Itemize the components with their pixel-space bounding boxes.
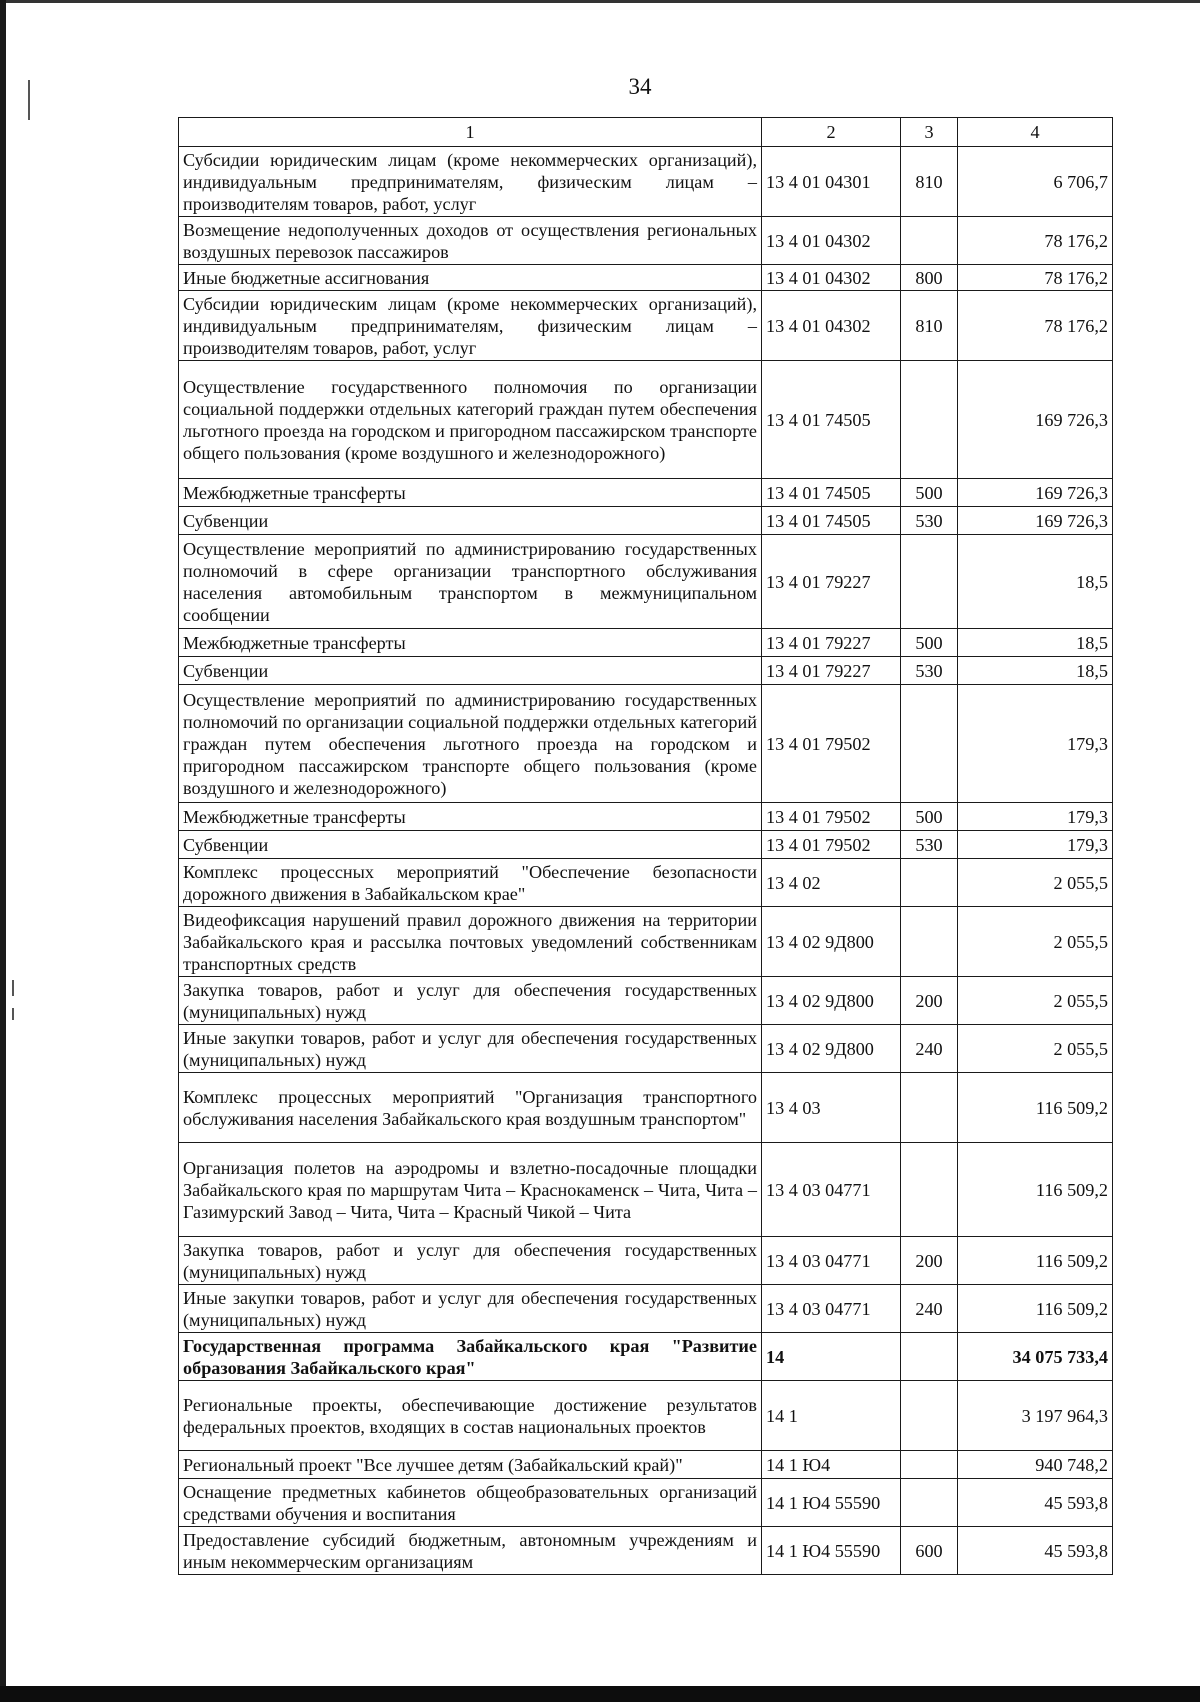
row-kind: 810 — [901, 147, 958, 217]
row-name: Предоставление субсидий бюджетным, автономным учреждениям и иным некоммерческим организациям — [179, 1527, 762, 1575]
row-kind — [901, 1073, 958, 1143]
row-name: Комплекс процессных мероприятий "Организация транспортного обслуживания населения Забайкальского края воздушным транспортом" — [179, 1073, 762, 1143]
row-kind — [901, 1381, 958, 1451]
row-kind — [901, 217, 958, 265]
row-code: 13 4 01 04301 — [762, 147, 901, 217]
row-amount: 18,5 — [958, 657, 1113, 685]
row-name: Субвенции — [179, 507, 762, 535]
table-row — [179, 629, 1113, 657]
row-code: 13 4 02 9Д800 — [762, 907, 901, 977]
row-code: 13 4 01 04302 — [762, 291, 901, 361]
table-row — [179, 907, 1113, 977]
row-amount: 45 593,8 — [958, 1527, 1113, 1575]
row-name: Субвенции — [179, 831, 762, 859]
row-kind — [901, 1333, 958, 1381]
row-name: Видеофиксация нарушений правил дорожного движения на территории Забайкальского края и рассылка почтовых уведомлений собственникам транспортных средств — [179, 907, 762, 977]
table-row — [179, 1237, 1113, 1285]
scan-mark — [12, 980, 14, 996]
column-header-amount: 4 — [958, 118, 1113, 147]
row-kind: 500 — [901, 629, 958, 657]
row-kind — [901, 859, 958, 907]
row-code: 13 4 01 04302 — [762, 265, 901, 291]
row-code: 14 1 Ю4 55590 — [762, 1479, 901, 1527]
row-amount: 34 075 733,4 — [958, 1333, 1113, 1381]
table-row — [179, 685, 1113, 803]
column-header-name: 1 — [179, 118, 762, 147]
table-row — [179, 1143, 1113, 1237]
row-kind — [901, 361, 958, 479]
row-name: Комплекс процессных мероприятий "Обеспечение безопасности дорожного движения в Забайкальском крае" — [179, 859, 762, 907]
row-name: Иные закупки товаров, работ и услуг для обеспечения государственных (муниципальных) нужд — [179, 1285, 762, 1333]
row-kind: 240 — [901, 1285, 958, 1333]
row-name: Субвенции — [179, 657, 762, 685]
row-code: 13 4 03 04771 — [762, 1285, 901, 1333]
row-amount: 78 176,2 — [958, 291, 1113, 361]
table-row — [179, 217, 1113, 265]
row-amount: 18,5 — [958, 629, 1113, 657]
row-code: 14 1 Ю4 — [762, 1451, 901, 1479]
table-row — [179, 1073, 1113, 1143]
scan-bottom-edge — [0, 1686, 1200, 1702]
table-row — [179, 657, 1113, 685]
row-kind: 240 — [901, 1025, 958, 1073]
row-amount: 78 176,2 — [958, 217, 1113, 265]
row-code: 13 4 01 79227 — [762, 535, 901, 629]
row-code: 13 4 01 74505 — [762, 361, 901, 479]
row-kind — [901, 1451, 958, 1479]
row-name: Субсидии юридическим лицам (кроме некоммерческих организаций), индивидуальным предпринимателям, физическим лицам – производителям товаров, работ, услуг — [179, 291, 762, 361]
row-code: 13 4 01 79502 — [762, 803, 901, 831]
table-row — [179, 859, 1113, 907]
row-kind: 530 — [901, 657, 958, 685]
scan-mark — [12, 1008, 14, 1020]
row-code: 13 4 02 — [762, 859, 901, 907]
row-code: 14 1 Ю4 55590 — [762, 1527, 901, 1575]
row-name: Иные закупки товаров, работ и услуг для обеспечения государственных (муниципальных) нужд — [179, 1025, 762, 1073]
row-name: Возмещение недополученных доходов от осуществления региональных воздушных перевозок пассажиров — [179, 217, 762, 265]
row-kind — [901, 907, 958, 977]
row-amount: 179,3 — [958, 831, 1113, 859]
row-kind — [901, 1143, 958, 1237]
scan-left-edge — [0, 0, 6, 1702]
table-row — [179, 977, 1113, 1025]
row-kind: 600 — [901, 1527, 958, 1575]
row-kind: 800 — [901, 265, 958, 291]
page-number: 34 — [628, 74, 652, 99]
column-header-kind: 3 — [901, 118, 958, 147]
row-code: 13 4 01 79227 — [762, 629, 901, 657]
row-name: Закупка товаров, работ и услуг для обеспечения государственных (муниципальных) нужд — [179, 1237, 762, 1285]
row-name: Организация полетов на аэродромы и взлетно-посадочные площадки Забайкальского края по маршрутам Чита – Краснокаменск – Чита, Чита – Газимурский Завод – Чита, Чита – Красный Чикой – Чита — [179, 1143, 762, 1237]
row-amount: 169 726,3 — [958, 507, 1113, 535]
row-code: 13 4 01 79227 — [762, 657, 901, 685]
row-code: 13 4 01 74505 — [762, 507, 901, 535]
row-amount: 2 055,5 — [958, 859, 1113, 907]
row-kind — [901, 1479, 958, 1527]
row-kind — [901, 685, 958, 803]
scan-top-edge — [0, 0, 1200, 3]
row-amount: 116 509,2 — [958, 1285, 1113, 1333]
table-row — [179, 291, 1113, 361]
column-header-code: 2 — [762, 118, 901, 147]
row-amount: 179,3 — [958, 803, 1113, 831]
row-name: Государственная программа Забайкальского края "Развитие образования Забайкальского края" — [179, 1333, 762, 1381]
table-row — [179, 479, 1113, 507]
row-amount: 116 509,2 — [958, 1237, 1113, 1285]
row-code: 13 4 03 04771 — [762, 1237, 901, 1285]
table-row — [179, 507, 1113, 535]
row-amount: 940 748,2 — [958, 1451, 1113, 1479]
table-row — [179, 1527, 1113, 1575]
table-row — [179, 361, 1113, 479]
table-row — [179, 1285, 1113, 1333]
row-amount: 169 726,3 — [958, 479, 1113, 507]
row-amount: 6 706,7 — [958, 147, 1113, 217]
row-name: Межбюджетные трансферты — [179, 629, 762, 657]
row-kind — [901, 535, 958, 629]
row-amount: 3 197 964,3 — [958, 1381, 1113, 1451]
row-name: Межбюджетные трансферты — [179, 479, 762, 507]
table-row — [179, 265, 1113, 291]
row-code: 13 4 03 04771 — [762, 1143, 901, 1237]
row-code: 13 4 02 9Д800 — [762, 1025, 901, 1073]
row-amount: 116 509,2 — [958, 1073, 1113, 1143]
row-amount: 2 055,5 — [958, 977, 1113, 1025]
row-kind: 810 — [901, 291, 958, 361]
row-code: 14 — [762, 1333, 901, 1381]
table-row — [179, 1451, 1113, 1479]
row-code: 14 1 — [762, 1381, 901, 1451]
row-name: Межбюджетные трансферты — [179, 803, 762, 831]
row-code: 13 4 01 79502 — [762, 685, 901, 803]
table-row — [179, 831, 1113, 859]
row-name: Субсидии юридическим лицам (кроме некоммерческих организаций), индивидуальным предпринимателям, физическим лицам – производителям товаров, работ, услуг — [179, 147, 762, 217]
row-name: Осуществление государственного полномочия по организации социальной поддержки отдельных категорий граждан путем обеспечения льготного проезда на городском и пригородном пассажирском транспорте общего пользования (кроме воздушного и железнодорожного) — [179, 361, 762, 479]
row-name: Оснащение предметных кабинетов общеобразовательных организаций средствами обучения и воспитания — [179, 1479, 762, 1527]
row-kind: 200 — [901, 977, 958, 1025]
row-name: Региональный проект "Все лучшее детям (Забайкальский край)" — [179, 1451, 762, 1479]
row-amount: 2 055,5 — [958, 907, 1113, 977]
row-amount: 179,3 — [958, 685, 1113, 803]
row-kind: 200 — [901, 1237, 958, 1285]
table-row — [179, 1479, 1113, 1527]
table-row — [179, 147, 1113, 217]
row-name: Региональные проекты, обеспечивающие достижение результатов федеральных проектов, входящих в состав национальных проектов — [179, 1381, 762, 1451]
table-row — [179, 535, 1113, 629]
row-name: Осуществление мероприятий по администрированию государственных полномочий в сфере организации транспортного обслуживания населения автомобильным транспортом в межмуниципальном сообщении — [179, 535, 762, 629]
row-code: 13 4 02 9Д800 — [762, 977, 901, 1025]
row-amount: 116 509,2 — [958, 1143, 1113, 1237]
header-row — [179, 118, 1113, 147]
row-code: 13 4 01 79502 — [762, 831, 901, 859]
budget-table — [178, 117, 1113, 1575]
row-kind: 530 — [901, 507, 958, 535]
row-amount: 2 055,5 — [958, 1025, 1113, 1073]
row-amount: 18,5 — [958, 535, 1113, 629]
table-row — [179, 1381, 1113, 1451]
row-name: Иные бюджетные ассигнования — [179, 265, 762, 291]
row-kind: 500 — [901, 803, 958, 831]
row-kind: 530 — [901, 831, 958, 859]
row-amount: 169 726,3 — [958, 361, 1113, 479]
row-name: Осуществление мероприятий по администрированию государственных полномочий по организации социальной поддержки отдельных категорий граждан путем обеспечения льготного проезда на городском и пригородном пассажирском транспорте общего пользования (кроме воздушного и железнодорожного) — [179, 685, 762, 803]
table-row — [179, 1333, 1113, 1381]
row-amount: 45 593,8 — [958, 1479, 1113, 1527]
row-amount: 78 176,2 — [958, 265, 1113, 291]
row-code: 13 4 03 — [762, 1073, 901, 1143]
row-code: 13 4 01 74505 — [762, 479, 901, 507]
row-name: Закупка товаров, работ и услуг для обеспечения государственных (муниципальных) нужд — [179, 977, 762, 1025]
row-kind: 500 — [901, 479, 958, 507]
scan-mark — [28, 80, 30, 120]
row-code: 13 4 01 04302 — [762, 217, 901, 265]
table-row — [179, 803, 1113, 831]
table-row — [179, 1025, 1113, 1073]
